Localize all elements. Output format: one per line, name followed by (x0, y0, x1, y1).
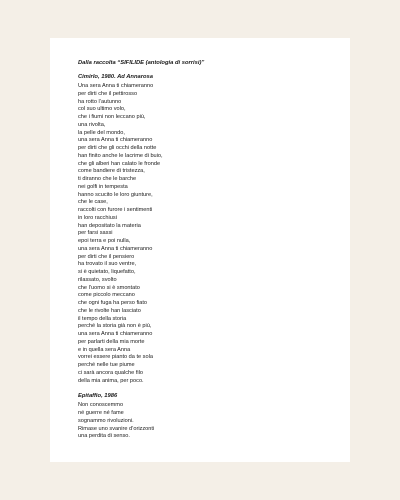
poem-line: in loro racchiusi (78, 214, 117, 221)
poem-line: una sera Anna ti chiameranno (78, 245, 153, 252)
poem-line: la pelle del mondo, (78, 129, 125, 136)
poem-line: Rimase uno svanire d’orizzonti (78, 425, 155, 432)
poem-line: ha rotto l’autunno (78, 98, 122, 105)
poem-line: han finito anche le lacrime di buio, (78, 152, 163, 159)
poem-line: per dirti che il pettirosso (78, 90, 138, 97)
poem-line: si è quietato, liquefatto, (78, 269, 136, 275)
poem-line: come piccolo meccano (78, 292, 135, 299)
poem-line: ha trovato il suo ventre, (78, 261, 137, 268)
document-page (50, 38, 350, 462)
poem-line: hanno scucito le loro giunture, (78, 191, 153, 198)
poem-line: che le case, (78, 199, 108, 206)
poem-line: han depositato la materia (78, 222, 141, 229)
poem-line: una sera Anna ti chiameranno (78, 331, 153, 337)
poem-line: raccolti con furore i sentimenti (78, 207, 153, 213)
poem-line: che gli alberi han calato le fronde (78, 160, 161, 167)
poem-line: come bandiere di tristezza, (78, 168, 145, 175)
section-heading: Epitaffio, 1986 (78, 393, 118, 400)
poem-line: ci sarà ancora qualche filo (78, 369, 143, 376)
poem-line: nei golfi in tempesta (78, 183, 128, 190)
poem-line: che le rivolte han lasciato (78, 307, 141, 314)
poem-line: il tempo della storia (78, 315, 127, 322)
poem-line: sognammo rivoluzioni. (78, 417, 134, 424)
poem-line: Non conoscemmo (78, 402, 124, 409)
poem-line: né guerre né fame (78, 410, 124, 416)
poem-line: per dirti che gli occhi della notte (78, 145, 157, 151)
poem-line: epoi terra e poi nulla, (78, 238, 131, 244)
poem-line: rilassato, svolto (78, 276, 117, 283)
document-content (78, 59, 338, 441)
poem-line: e in quella sera Anna (78, 346, 131, 353)
poem-line: perché la storia già non è più, (78, 323, 152, 330)
poem-line: della mia anima, per poco. (78, 377, 144, 384)
poem-line: che l’uomo si è smontato (78, 284, 140, 291)
poem-line: ti diranno che le barche (78, 176, 137, 182)
poem-line: una perdita di senso. (78, 433, 130, 440)
poem-section (78, 392, 338, 441)
poem-line: che ogni fuga ha perso fiato (78, 300, 148, 306)
poem-body (78, 83, 338, 385)
poem-line: una rivolta, (78, 121, 106, 128)
poem-line: una sera Anna ti chiameranno (78, 137, 153, 144)
section-heading: Cimirlo, 1980. Ad Annarosa (78, 74, 153, 80)
poem-line: per farsi sassi (78, 230, 113, 237)
poem-section (78, 73, 338, 385)
poem-body (78, 402, 338, 441)
poem-line: perché nelle tue piume (78, 362, 135, 368)
poem-line: per parlarti della mia morte (78, 338, 145, 345)
collection-title: Dalla raccolta “SIFILIDE (antologia di sorrisi)” (78, 60, 205, 66)
poem-line: che i fiumi non leccano più, (78, 114, 146, 120)
poem-line: per dirti che il pensiero (78, 253, 135, 260)
poem-line: vorrei essere pianto da te sola (78, 354, 153, 361)
poem-line: Una sera Anna ti chiameranno (78, 83, 154, 89)
poem-line: col suo ultimo volo, (78, 106, 126, 113)
